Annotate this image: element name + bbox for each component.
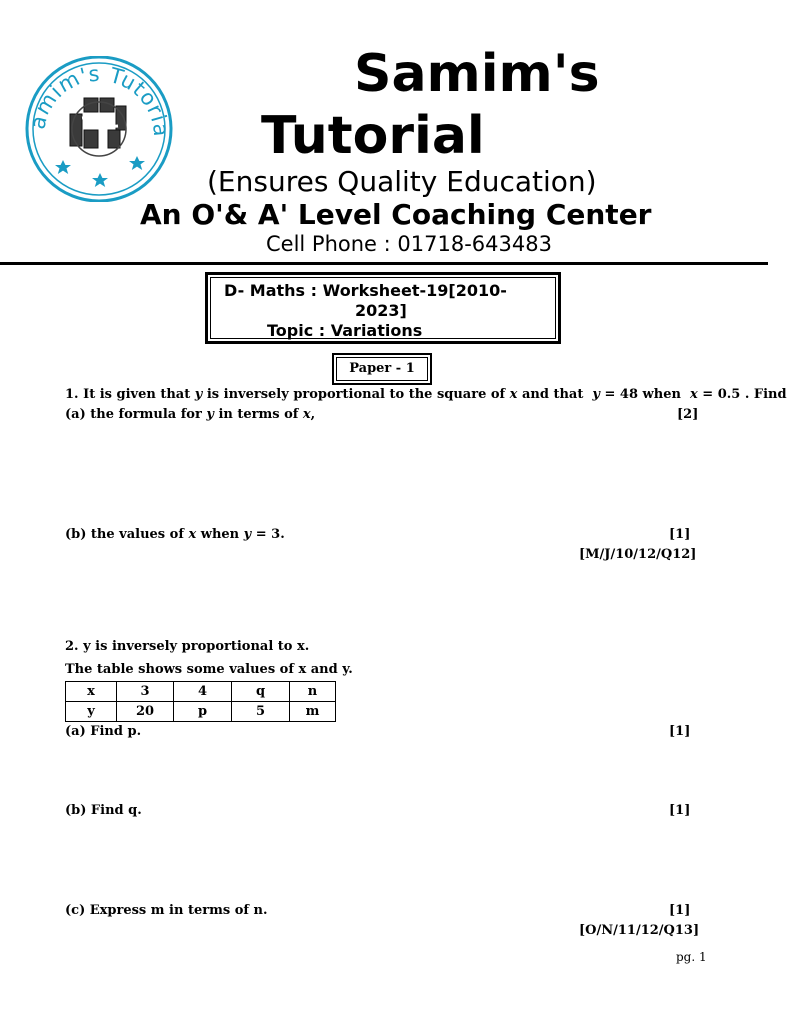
question-2c: (c) Express m in terms of n. <box>65 903 268 918</box>
question-2b-marks: [1] <box>669 803 691 818</box>
svg-text:Samim's Tutorial: amim's Tutoria <box>25 61 174 139</box>
question-2a: (a) Find p. <box>65 724 142 739</box>
values-table <box>65 681 336 722</box>
table-cell: x <box>66 682 117 702</box>
question-1a: (a) the formula for y in terms of x, <box>65 407 316 422</box>
page-number: pg. 1 <box>676 950 707 964</box>
table-cell: 20 <box>117 702 174 722</box>
table-cell: p <box>174 702 232 722</box>
table-row <box>66 702 336 722</box>
table-cell: q <box>232 682 290 702</box>
worksheet-title-box <box>205 272 561 344</box>
table-cell: n <box>290 682 336 702</box>
worksheet-title-line-2: 2023] <box>355 301 407 320</box>
table-cell: 5 <box>232 702 290 722</box>
table-cell: 3 <box>117 682 174 702</box>
phone-number: Cell Phone : 01718-643483 <box>266 232 552 256</box>
question-2a-marks: [1] <box>669 724 691 739</box>
question-1-reference: [M/J/10/12/Q12] <box>579 547 697 562</box>
header-divider <box>0 262 768 265</box>
title-line-1: Samim's <box>354 44 600 104</box>
question-2-reference: [O/N/11/12/Q13] <box>579 923 700 938</box>
question-2c-marks: [1] <box>669 903 691 918</box>
table-cell: m <box>290 702 336 722</box>
tutorial-logo <box>22 56 176 202</box>
table-row <box>66 682 336 702</box>
question-2-table-intro: The table shows some values of x and y. <box>65 662 353 677</box>
question-2-stem: 2. y is inversely proportional to x. <box>65 639 310 654</box>
tagline: (Ensures Quality Education) <box>207 165 597 198</box>
title-line-2: Tutorial <box>261 106 485 166</box>
question-1b: (b) the values of x when y = 3. <box>65 527 285 542</box>
worksheet-title-line-1: D- Maths : Worksheet-19[2010- <box>224 281 507 300</box>
coaching-center-name: An O'& A' Level Coaching Center <box>140 198 652 231</box>
table-cell: y <box>66 702 117 722</box>
question-1b-marks: [1] <box>669 527 691 542</box>
question-2b: (b) Find q. <box>65 803 142 818</box>
question-1a-marks: [2] <box>677 407 699 422</box>
worksheet-topic: Topic : Variations <box>267 321 423 340</box>
question-1-stem: 1. It is given that y is inversely proportional to the square of x and that y = 48 when x = 0.5 . Find <box>65 387 787 402</box>
table-cell: 4 <box>174 682 232 702</box>
paper-label: Paper - 1 <box>332 353 432 385</box>
